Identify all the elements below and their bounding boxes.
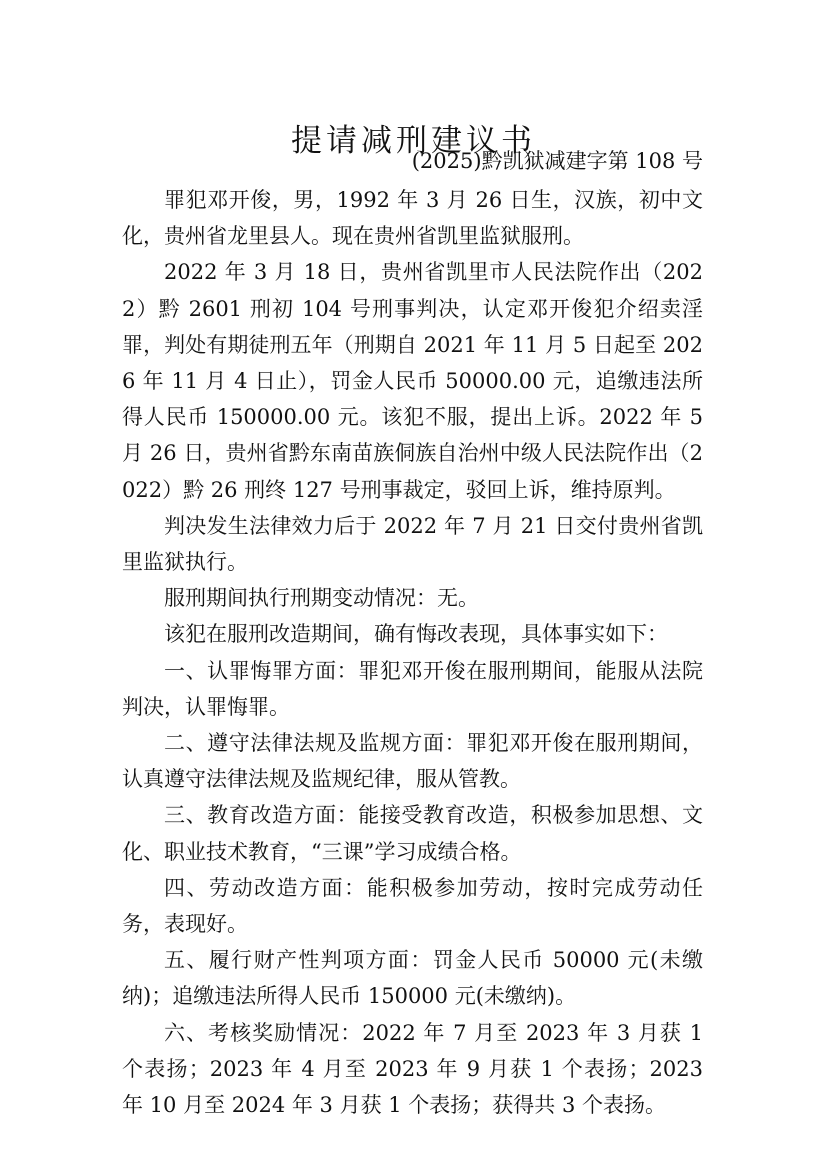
document-number: (2025)黔凯狱减建字第 108 号 <box>411 149 703 173</box>
paragraph-labor: 四、劳动改造方面：能积极参加劳动，按时完成劳动任务，表现好。 <box>122 875 703 937</box>
paragraph-sentence-changes: 服刑期间执行刑期变动情况：无。 <box>164 586 479 611</box>
document-body <box>122 182 703 1123</box>
paragraph-education: 三、教育改造方面：能接受教育改造，积极参加思想、文化、职业技术教育，“三课”学习成绩合格。 <box>122 803 703 864</box>
paragraph-criminal-info: 罪犯邓开俊，男，1992 年 3 月 26 日生，汉族，初中文化，贵州省龙里县人。现在贵州省凯里监狱服刑。 <box>122 188 703 249</box>
paragraph-rewards: 六、考核奖励情况：2022 年 7 月至 2023 年 3 月获 1 个表扬；2023 年 4 月至 2023 年 9 月获 1 个表扬；2023 年 10 月至 2024 年 3 月获 1 个表扬；获得共 3 个表扬。 <box>122 1020 703 1118</box>
paragraph-repentance-intro: 该犯在服刑改造期间，确有悔改表现，具体事实如下： <box>164 622 668 647</box>
paragraph-judgment: 2022 年 3 月 18 日，贵州省凯里市人民法院作出（2022）黔 2601 刑初 104 号刑事判决，认定邓开俊犯介绍卖淫罪，判处有期徒刑五年（刑期自 2021 年 11 月 5 日起至 2026 年 11 月 4 日止），罚金人民币 50000.00 元，追缴违法所得人民币 150000.00 元。该犯不服，提出上诉。2022 年 5 月 26 日，贵州省黔东南苗族侗族自治州中级人民法院作出（2022）黔 26 刑终 127 号刑事裁定，驳回上诉，维持原判。 <box>122 260 703 502</box>
paragraph-execution: 判决发生法律效力后于 2022 年 7 月 21 日交付贵州省凯里监狱执行。 <box>122 513 703 575</box>
paragraph-obey-rules: 二、遵守法律法规及监规方面：罪犯邓开俊在服刑期间，认真遵守法律法规及监规纪律，服从管教。 <box>122 731 703 792</box>
paragraph-property-judgment: 五、履行财产性判项方面：罚金人民币 50000 元(未缴纳)；追缴违法所得人民币 150000 元(未缴纳)。 <box>122 948 703 1009</box>
document-title: 提请减刑建议书 <box>291 122 536 159</box>
paragraph-admit-guilt: 一、认罪悔罪方面：罪犯邓开俊在服刑期间，能服从法院判决，认罪悔罪。 <box>122 658 703 719</box>
